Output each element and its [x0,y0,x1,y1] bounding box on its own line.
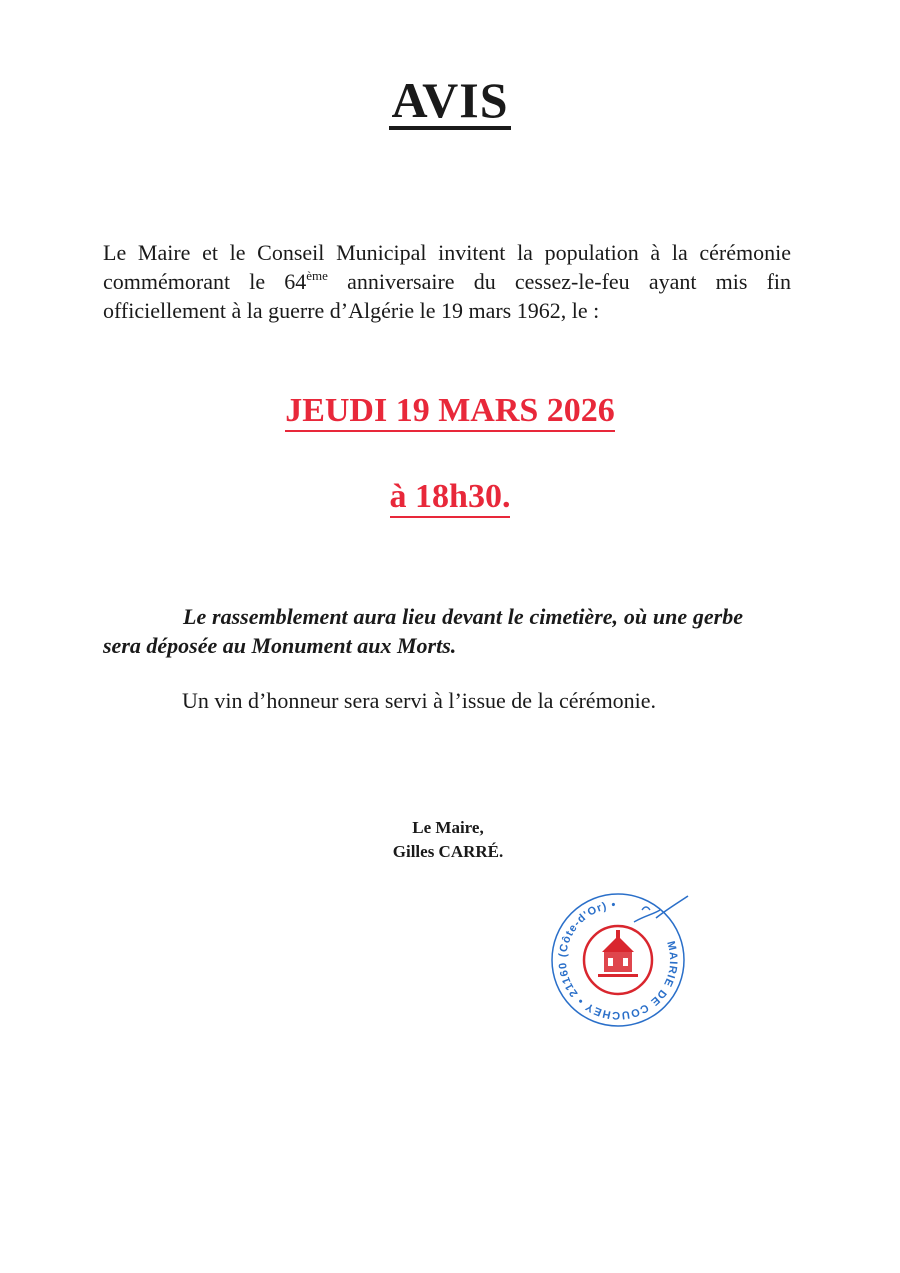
notice-title [0,70,900,130]
stamp-ring-text: MAIRIE DE COUCHEY • 21160 (Côte-d'Or) • [556,898,680,1022]
signature-stroke-icon [642,907,650,910]
intro-paragraph [103,238,791,325]
stamp-emblem-icon [598,930,638,977]
event-date [0,392,900,432]
town-hall-stamp [538,880,698,1040]
intro-text-end: anniversaire du cessez-le-feu ayant mis fin officiellement à la guerre d’Algérie le 19 mars 1962, le : [103,269,792,323]
gathering-paragraph: Le rassemblement aura lieu devant le cimetière, où une gerbe sera déposée au Monument aux Morts. [103,604,743,658]
signature-name: Gilles CARRÉ. [392,842,504,861]
intro-text-start: Le Maire et le Conseil Municipal invitent la population à la cérémonie commémorant le 64 [103,240,791,294]
signature-role: Le Maire, [412,818,484,837]
signature-stroke-icon [656,896,688,918]
event-time [0,478,900,518]
reception-paragraph: Un vin d’honneur sera servi à l’issue de la cérémonie. [182,688,657,713]
signature-stroke-icon [634,910,660,922]
event-time-text: à 18h30. [390,478,511,518]
ordinal-suffix: ème [306,268,328,283]
signature-block [368,816,528,864]
notice-title-text: AVIS [391,72,509,128]
event-date-text: JEUDI 19 MARS 2026 [285,392,615,432]
